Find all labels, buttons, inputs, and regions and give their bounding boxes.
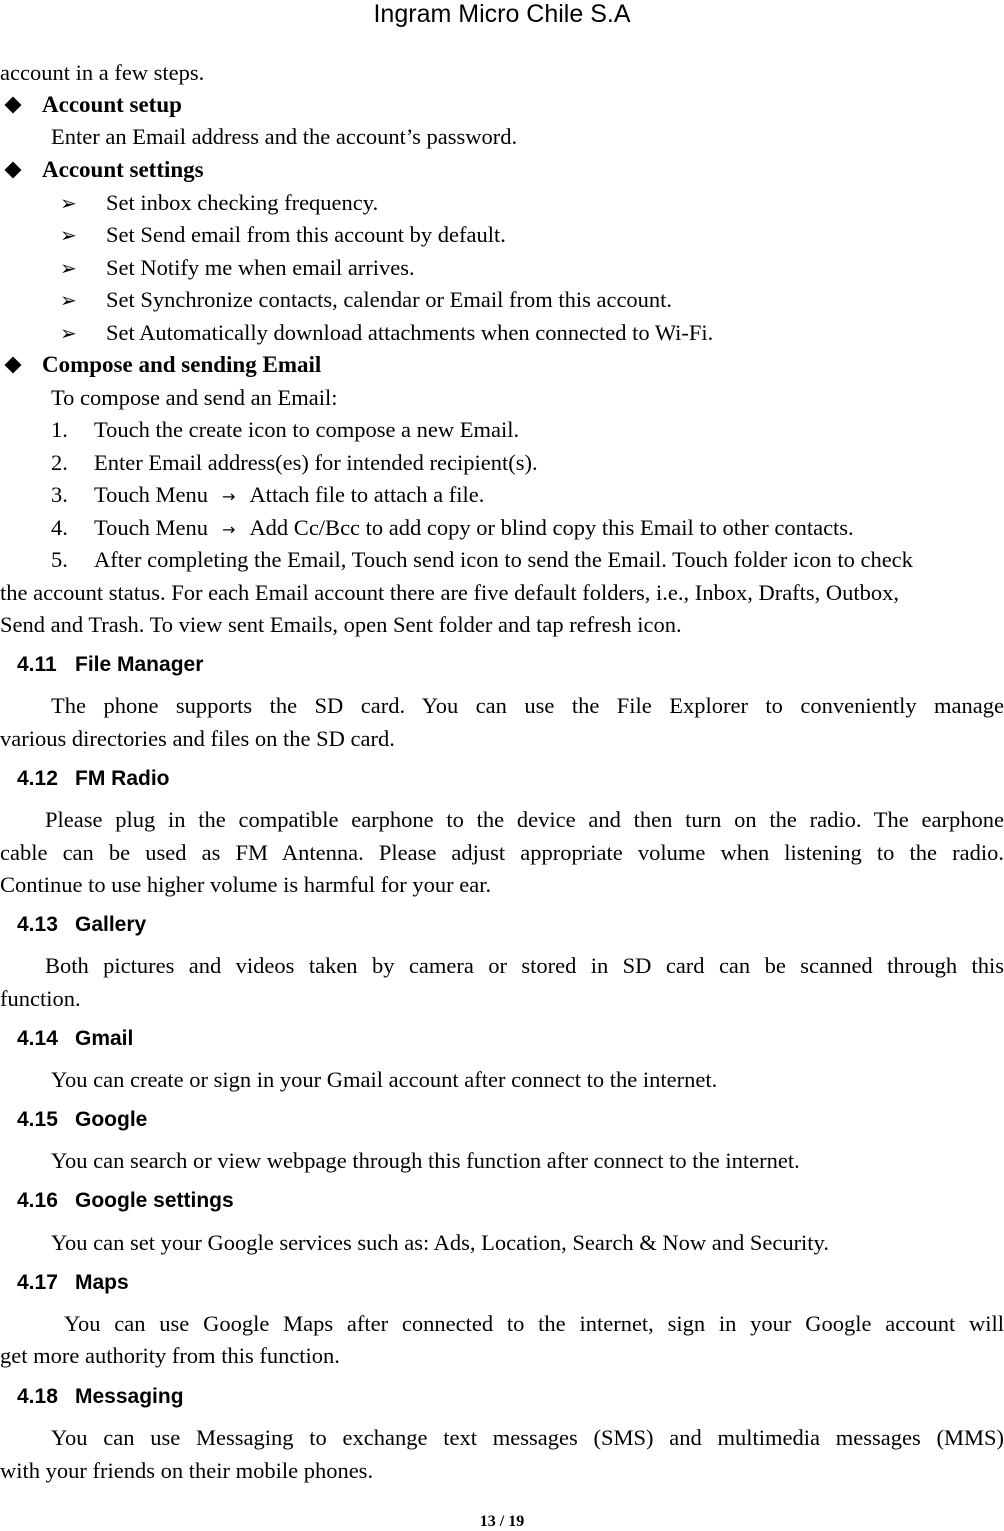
list-item: ➢ Set inbox checking frequency. [60,187,378,219]
list-item: 5. After completing the Email, Touch send icon to send the Email. Touch folder icon to check [51,547,913,572]
section-heading: 4.18 Messaging [17,1385,184,1408]
account-setup-heading: Account setup [2,89,1002,121]
compose-intro: To compose and send an Email: [51,385,338,410]
page-number: 13 / 19 [479,1513,525,1530]
section-heading: 4.17 Maps [17,1271,129,1294]
arrow-bullet-icon: ➢ [60,256,77,280]
diamond-bullet-icon [5,357,22,374]
arrow-bullet-icon: ➢ [60,321,77,345]
paragraph-line: You can search or view webpage through this function after connect to the internet. [51,1148,800,1173]
paragraph-line: cable can be used as FM Antenna. Please adjust appropriate volume when listening to the radio. [0,840,1004,865]
page-header: Ingram Micro Chile S.A [373,0,631,28]
paragraph-line: The phone supports the SD card. You can use the File Explorer to conveniently manage [51,693,1004,718]
list-item: ➢ Set Send email from this account by default. [60,219,506,251]
list-item: 1. Touch the create icon to compose a new Email. [51,417,520,442]
paragraph-line: various directories and files on the SD card. [0,726,395,751]
paragraph-line: the account status. For each Email account there are five default folders, i.e., Inbox, Drafts, Outbox, [0,580,900,605]
arrow-bullet-icon: ➢ [60,223,77,247]
section-heading: 4.11 File Manager [17,653,204,676]
arrow-bullet-icon: ➢ [60,288,77,312]
diamond-bullet-icon [5,97,22,114]
paragraph-line: You can use Google Maps after connected to the internet, sign in your Google account will [64,1311,1004,1336]
right-arrow-icon: → [222,520,236,539]
paragraph-line: with your friends on their mobile phones. [0,1458,374,1483]
paragraph-line: You can set your Google services such as: Ads, Location, Search & Now and Security. [51,1230,829,1255]
section-heading: 4.14 Gmail [17,1027,134,1050]
intro-line: account in a few steps. [0,60,205,85]
paragraph-line: Both pictures and videos taken by camera or stored in SD card can be scanned through this [45,953,1004,978]
compose-heading: Compose and sending Email [2,349,1002,381]
section-heading: 4.12 FM Radio [17,767,170,790]
list-item: 3. Touch Menu → Attach file to attach a file. [51,482,485,507]
paragraph-line: get more authority from this function. [0,1343,340,1368]
section-heading: 4.15 Google [17,1108,148,1131]
right-arrow-icon: → [222,487,236,506]
section-heading: 4.16 Google settings [17,1189,234,1212]
arrow-bullet-icon: ➢ [60,191,77,215]
paragraph-line: Please plug in the compatible earphone to the device and then turn on the radio. The earphone [45,807,1004,832]
list-item: ➢ Set Synchronize contacts, calendar or Email from this account. [60,284,672,316]
paragraph-line: Continue to use higher volume is harmful for your ear. [0,872,492,897]
account-settings-heading: Account settings [2,154,1002,186]
paragraph-line: function. [0,986,81,1011]
diamond-bullet-icon [5,162,22,179]
list-item: ➢ Set Automatically download attachments when connected to Wi-Fi. [60,317,713,349]
list-item: 4. Touch Menu → Add Cc/Bcc to add copy or blind copy this Email to other contacts. [51,515,854,540]
section-heading: 4.13 Gallery [17,913,147,936]
account-setup-text: Enter an Email address and the account’s password. [51,124,518,149]
paragraph-line: You can use Messaging to exchange text messages (SMS) and multimedia messages (MMS) [51,1425,1004,1450]
list-item: 2. Enter Email address(es) for intended recipient(s). [51,450,538,475]
paragraph-line: Send and Trash. To view sent Emails, open Sent folder and tap refresh icon. [0,612,682,637]
paragraph-line: You can create or sign in your Gmail account after connect to the internet. [51,1067,718,1092]
list-item: ➢ Set Notify me when email arrives. [60,252,415,284]
